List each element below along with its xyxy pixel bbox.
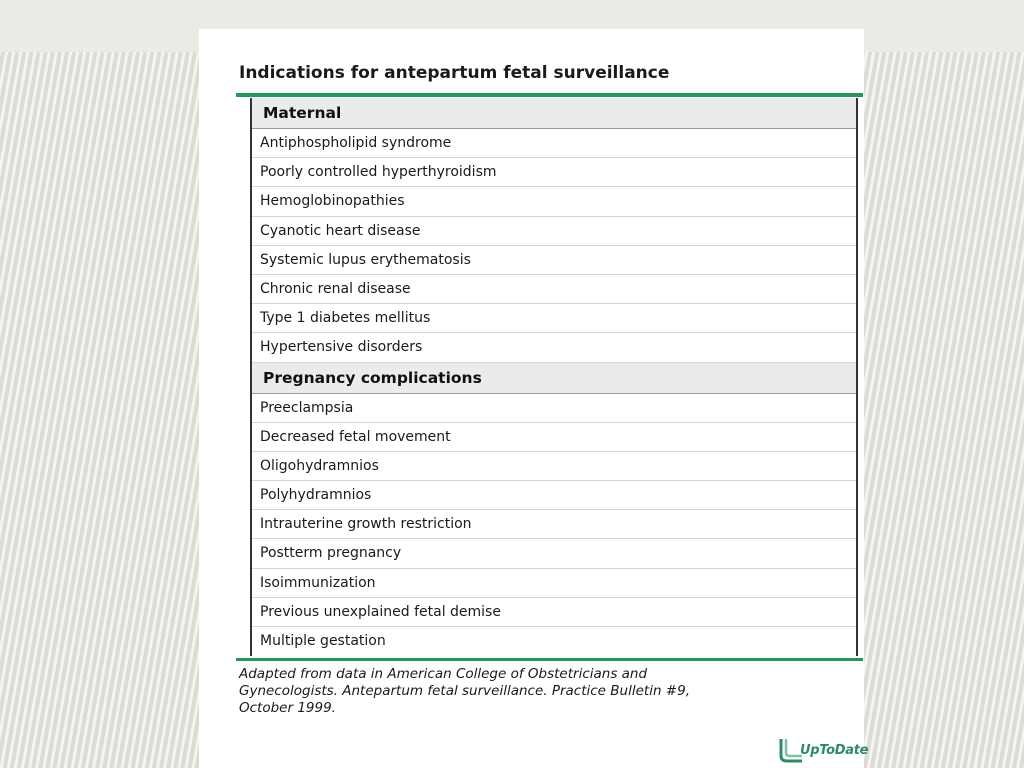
table-row: Hemoglobinopathies bbox=[252, 187, 856, 216]
section-pregnancy-complications bbox=[252, 363, 856, 657]
footnote-line: Gynecologists. Antepartum fetal surveillance. Practice Bulletin #9, bbox=[239, 683, 690, 699]
table-row: Type 1 diabetes mellitus bbox=[252, 304, 856, 333]
table-row: Polyhydramnios bbox=[252, 481, 856, 510]
table-row: Chronic renal disease bbox=[252, 275, 856, 304]
table-row: Systemic lupus erythematosis bbox=[252, 246, 856, 275]
table-row: Antiphospholipid syndrome bbox=[252, 129, 856, 158]
table-title: Indications for antepartum fetal surveillance bbox=[239, 63, 670, 83]
table-row: Poorly controlled hyperthyroidism bbox=[252, 158, 856, 187]
table-row: Previous unexplained fetal demise bbox=[252, 598, 856, 627]
table-row: Isoimmunization bbox=[252, 569, 856, 598]
table-row: Hypertensive disorders bbox=[252, 333, 856, 362]
section-header: Pregnancy complications bbox=[252, 363, 856, 394]
table-row: Intrauterine growth restriction bbox=[252, 510, 856, 539]
table-row: Decreased fetal movement bbox=[252, 423, 856, 452]
logo-text: UpToDate bbox=[800, 742, 869, 758]
top-green-rule bbox=[236, 93, 863, 97]
footnote-line: Adapted from data in American College of Obstetricians and bbox=[239, 666, 648, 682]
source-footnote bbox=[239, 666, 839, 717]
indications-table bbox=[250, 98, 858, 656]
table-row: Postterm pregnancy bbox=[252, 539, 856, 568]
bottom-green-rule bbox=[236, 658, 863, 661]
section-maternal bbox=[252, 98, 856, 363]
table-row: Cyanotic heart disease bbox=[252, 217, 856, 246]
section-header: Maternal bbox=[252, 98, 856, 129]
table-row: Preeclampsia bbox=[252, 394, 856, 423]
footnote-line: October 1999. bbox=[239, 700, 336, 716]
slide-image-card bbox=[199, 29, 869, 768]
table-row: Multiple gestation bbox=[260, 633, 386, 649]
uptodate-logo bbox=[778, 736, 868, 764]
table-row: Oligohydramnios bbox=[252, 452, 856, 481]
